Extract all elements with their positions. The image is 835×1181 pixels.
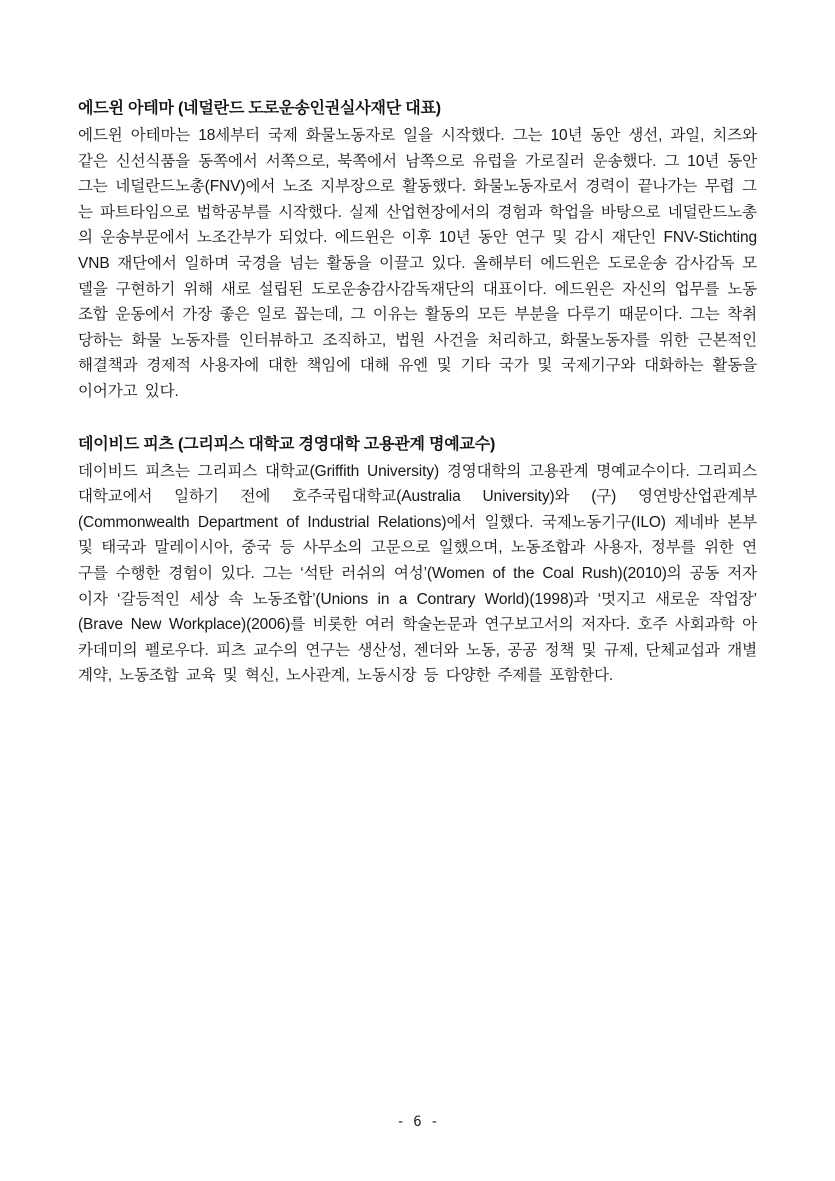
section-body-text: 에드윈 아테마는 18세부터 국제 화물노동자로 일을 시작했다. 그는 10년 동안 생선, 과일, 치즈와 같은 신선식품을 동쪽에서 서쪽으로, 북쪽에서 남쪽으로 유럽을 가로질러 운송했다. 그 10년 동안 그는 네덜란드노총(FNV)에서 노조 지부장으로 활동했다. 화물노동자로서 경력이 끝나가는 무렵 그는 파트타임으로 법학공부를 시작했다. 실제 산업현장에서의 경험과 학업을 바탕으로 네덜란드노총의 운송부문에서 노조간부가 되었다. 에드윈은 이후 10년 동안 연구 및 감시 재단인 FNV-Stichting VNB 재단에서 일하며 국경을 넘는 활동을 이끌고 있다. 올해부터 에드윈은 도로운송 감사감독 모델을 구현하기 위해 새로 설립된 도로운송감사감독재단의 대표이다. 에드윈은 자신의 업무를 노동조합 운동에서 가장 좋은 일로 꼽는데, 그 이유는 활동의 모든 부분을 다루기 때문이다. 그는 착취당하는 화물 노동자를 인터뷰하고 조직하고, 법원 사건을 처리하고, 화물노동자를 위한 근본적인 해결책과 경제적 사용자에 대한 책임에 대해 유엔 및 기타 국가 및 국제기구와 대화하는 활동을 이어가고 있다. [78,127,757,400]
section-heading: 에드윈 아테마 (네덜란드 도로운송인권실사재단 대표) [78,100,441,117]
section-body-text: 데이비드 피츠는 그리피스 대학교(Griffith University) 경영대학의 고용관계 명예교수이다. 그리피스 대학교에서 일하기 전에 호주국립대학교(Australia University)와 (구) 영연방산업관계부(Commonwealth Department of Industrial Relations)에서 일했다. 국제노동기구(ILO) 제네바 본부 및 태국과 말레이시아, 중국 등 사무소의 고문으로 일했으며, 노동조합과 사용자, 정부를 위한 연구를 수행한 경험이 있다. 그는 ‘석탄 러쉬의 여성’(Women of the Coal Rush)(2010)의 공동 저자이자 ‘갈등적인 세상 속 노동조합’(Unions in a Contrary World)(1998)과 ‘멋지고 새로운 작업장’ (Brave New Workplace)(2006)를 비롯한 여러 학술논문과 연구보고서의 저자다. 호주 사회과학 아카데미의 펠로우다. 피츠 교수의 연구는 생산성, 젠더와 노동, 공공 정책 및 규제, 단체교섭과 개별계약, 노동조합 교육 및 혁신, 노사관계, 노동시장 등 다양한 주제를 포함한다. [78,462,757,685]
section-edwin-atema [78,96,757,405]
section-david-peetz [78,432,757,689]
page-number: - 6 - [396,1114,439,1130]
section-heading: 데이비드 피츠 (그리피스 대학교 경영대학 고용관계 명예교수) [78,435,496,453]
page-content [78,96,757,716]
